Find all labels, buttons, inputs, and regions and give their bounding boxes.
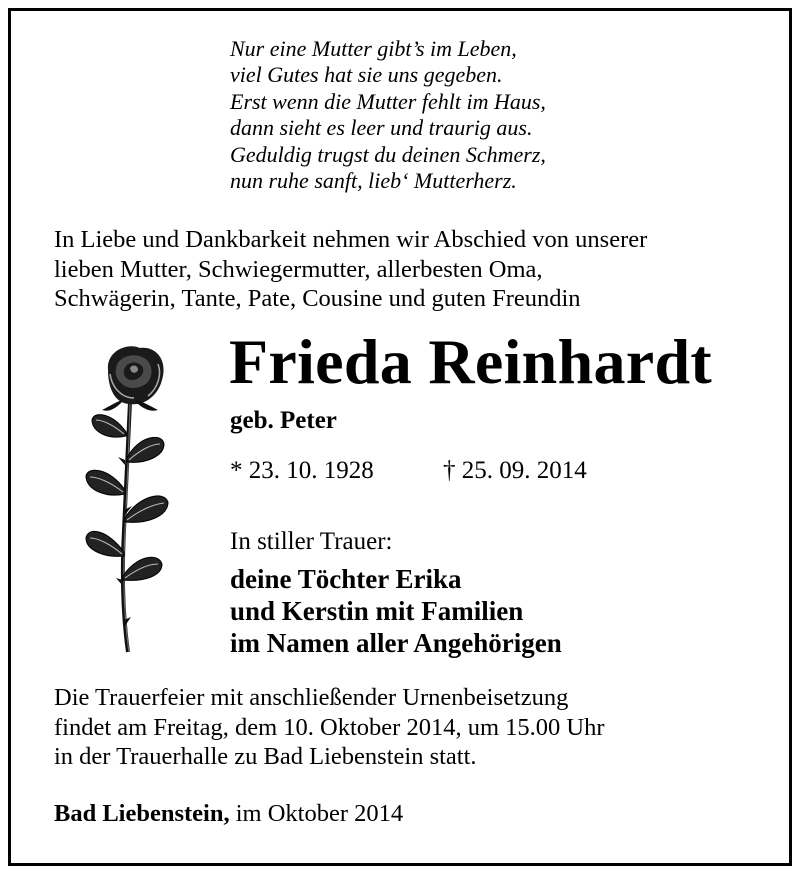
intro-text xyxy=(54,225,647,314)
poem-line: viel Gutes hat sie uns gegeben. xyxy=(230,62,503,88)
funeral-line: in der Trauerhalle zu Bad Liebenstein statt. xyxy=(54,743,477,770)
mourners-line: im Namen aller Angehörigen xyxy=(230,628,562,658)
intro-line: Schwägerin, Tante, Pate, Cousine und guten Freundin xyxy=(54,285,581,312)
poem-line: Nur eine Mutter gibt’s im Leben, xyxy=(230,36,517,61)
poem-line: dann sieht es leer und traurig aus. xyxy=(230,115,533,141)
poem-line: nun ruhe sanft, lieb‘ Mutterherz. xyxy=(230,168,517,194)
poem-line: Geduldig trugst du deinen Schmerz, xyxy=(230,141,546,167)
mourners-line: deine Töchter Erika xyxy=(230,564,462,594)
intro-line: lieben Mutter, Schwiegermutter, allerbesten Oma, xyxy=(54,255,543,283)
poem-line: Erst wenn die Mutter fehlt im Haus, xyxy=(230,88,546,114)
funeral-line: Die Trauerfeier mit anschließender Urnenbeisetzung xyxy=(54,684,569,711)
intro-line: In Liebe und Dankbarkeit nehmen wir Abschied von unserer xyxy=(54,226,648,253)
mourning-label: In stiller Trauer: xyxy=(230,528,393,555)
life-dates xyxy=(230,455,587,487)
date: im Oktober 2014 xyxy=(229,800,404,827)
place-and-date xyxy=(54,799,403,829)
funeral-line: findet am Freitag, dem 10. Oktober 2014, um 15.00 Uhr xyxy=(54,713,605,741)
mourners-line: und Kerstin mit Familien xyxy=(230,596,524,626)
poem xyxy=(230,36,546,194)
death-date: † 25. 09. 2014 xyxy=(443,457,587,484)
rose-icon xyxy=(78,340,188,660)
birth-date: * 23. 10. 1928 xyxy=(230,457,374,484)
funeral-info xyxy=(54,683,604,772)
maiden-name: geb. Peter xyxy=(230,407,337,434)
place: Bad Liebenstein, xyxy=(54,800,230,827)
mourners xyxy=(230,563,562,659)
deceased-name: Frieda Reinhardt xyxy=(229,326,712,397)
